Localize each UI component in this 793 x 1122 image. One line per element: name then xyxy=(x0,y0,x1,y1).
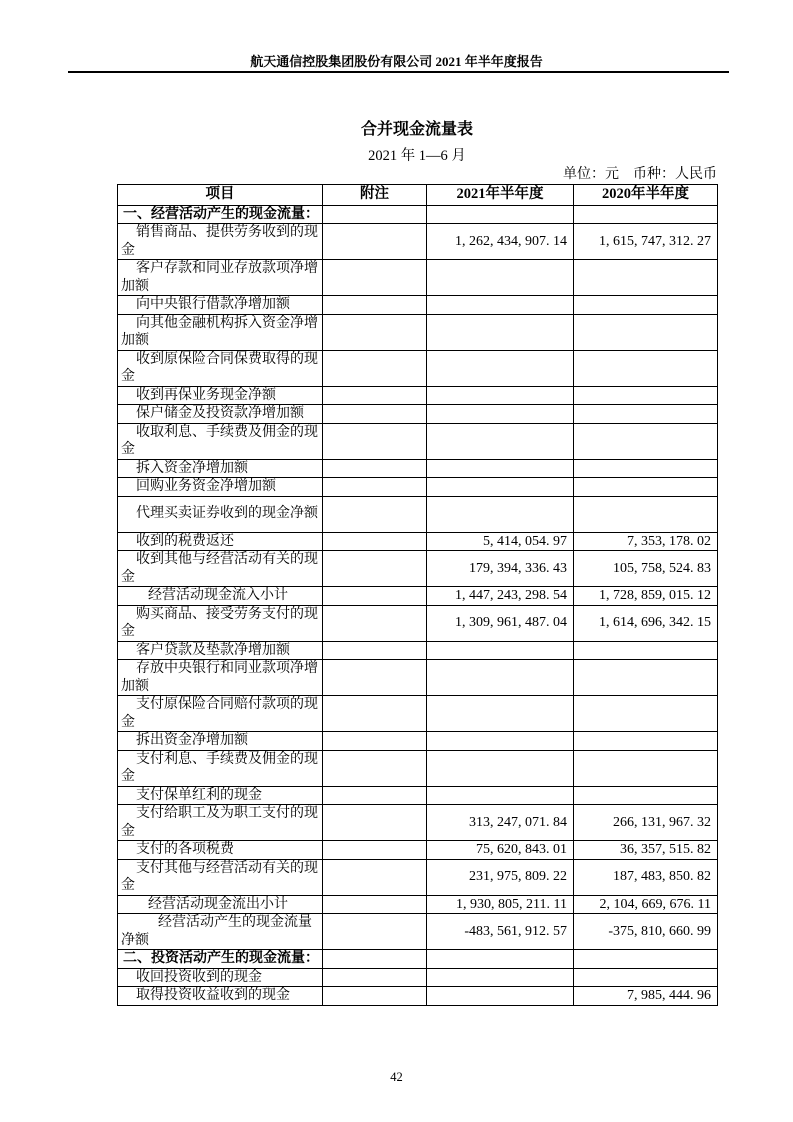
table-row xyxy=(118,260,718,296)
row-item-label: 向其他金融机构拆入资金净增加额 xyxy=(118,314,323,350)
row-item-label: 拆出资金净增加额 xyxy=(118,732,323,751)
page-number: 42 xyxy=(390,1070,403,1084)
row-note xyxy=(323,405,427,424)
table-row xyxy=(118,496,718,532)
row-note xyxy=(323,224,427,260)
table-row xyxy=(118,805,718,841)
row-note xyxy=(323,786,427,805)
row-value-2020: 2, 104, 669, 676. 11 xyxy=(574,895,718,914)
row-value-2020 xyxy=(574,350,718,386)
column-header-item: 项目 xyxy=(118,185,323,206)
row-item-label: 经营活动现金流出小计 xyxy=(118,895,323,914)
row-value-2020: 105, 758, 524. 83 xyxy=(574,551,718,587)
row-item-label: 收取利息、手续费及佣金的现金 xyxy=(118,423,323,459)
row-value-2021: 1, 930, 805, 211. 11 xyxy=(427,895,574,914)
row-note xyxy=(323,805,427,841)
table-header-row xyxy=(118,185,718,206)
row-item-label: 取得投资收益收到的现金 xyxy=(118,987,323,1006)
row-item-label: 回购业务资金净增加额 xyxy=(118,478,323,497)
row-value-2020 xyxy=(574,660,718,696)
row-value-2020: 1, 728, 859, 015. 12 xyxy=(574,587,718,606)
row-value-2021 xyxy=(427,423,574,459)
row-value-2021 xyxy=(427,478,574,497)
table-row xyxy=(118,350,718,386)
row-item-label: 收到的税费返还 xyxy=(118,532,323,551)
table-row xyxy=(118,314,718,350)
row-value-2020: 36, 357, 515. 82 xyxy=(574,841,718,860)
row-item-label: 拆入资金净增加额 xyxy=(118,459,323,478)
header-rule xyxy=(68,71,729,73)
row-value-2021: 75, 620, 843. 01 xyxy=(427,841,574,860)
row-value-2021 xyxy=(427,496,574,532)
row-value-2021: 231, 975, 809. 22 xyxy=(427,859,574,895)
table-row xyxy=(118,205,718,224)
document-header: 航天通信控股集团股份有限公司 2021 年半年度报告 xyxy=(250,54,543,69)
row-value-2020 xyxy=(574,968,718,987)
statement-title: 合并现金流量表 xyxy=(360,121,473,138)
row-value-2021 xyxy=(427,750,574,786)
row-item-label: 二、投资活动产生的现金流量： xyxy=(118,950,323,969)
row-item-label: 收到其他与经营活动有关的现金 xyxy=(118,551,323,587)
row-note xyxy=(323,260,427,296)
row-value-2021 xyxy=(427,968,574,987)
statement-period: 2021 年 1—6 月 xyxy=(368,148,466,164)
row-note xyxy=(323,641,427,660)
unit-currency-note: 单位：元 币种：人民币 xyxy=(563,167,717,182)
row-note xyxy=(323,386,427,405)
row-note xyxy=(323,587,427,606)
row-value-2020 xyxy=(574,423,718,459)
row-value-2021 xyxy=(427,296,574,315)
row-item-label: 保户储金及投资款净增加额 xyxy=(118,405,323,424)
row-item-label: 支付原保险合同赔付款项的现金 xyxy=(118,696,323,732)
row-note xyxy=(323,859,427,895)
table-row xyxy=(118,914,718,950)
row-value-2021 xyxy=(427,405,574,424)
table-row xyxy=(118,950,718,969)
row-value-2020 xyxy=(574,750,718,786)
row-value-2021: 179, 394, 336. 43 xyxy=(427,551,574,587)
row-note xyxy=(323,551,427,587)
row-note xyxy=(323,423,427,459)
row-value-2020 xyxy=(574,950,718,969)
row-note xyxy=(323,350,427,386)
row-item-label: 一、经营活动产生的现金流量： xyxy=(118,205,323,224)
row-value-2021 xyxy=(427,641,574,660)
row-item-label: 支付其他与经营活动有关的现金 xyxy=(118,859,323,895)
row-value-2021 xyxy=(427,786,574,805)
row-item-label: 经营活动现金流入小计 xyxy=(118,587,323,606)
row-value-2020 xyxy=(574,205,718,224)
row-item-label: 收到原保险合同保费取得的现金 xyxy=(118,350,323,386)
row-value-2021: 1, 447, 243, 298. 54 xyxy=(427,587,574,606)
table-row xyxy=(118,605,718,641)
row-value-2021 xyxy=(427,260,574,296)
row-item-label: 收回投资收到的现金 xyxy=(118,968,323,987)
table-row xyxy=(118,732,718,751)
row-item-label: 支付给职工及为职工支付的现金 xyxy=(118,805,323,841)
row-value-2021 xyxy=(427,314,574,350)
row-value-2020 xyxy=(574,696,718,732)
table-row xyxy=(118,423,718,459)
row-item-label: 支付的各项税费 xyxy=(118,841,323,860)
column-header-note: 附注 xyxy=(323,185,427,206)
table-row xyxy=(118,478,718,497)
table-row xyxy=(118,551,718,587)
row-value-2020 xyxy=(574,496,718,532)
row-note xyxy=(323,950,427,969)
row-note xyxy=(323,296,427,315)
row-item-label: 购买商品、接受劳务支付的现金 xyxy=(118,605,323,641)
row-note xyxy=(323,459,427,478)
table-row xyxy=(118,841,718,860)
row-value-2020 xyxy=(574,786,718,805)
row-value-2021 xyxy=(427,987,574,1006)
table-row xyxy=(118,750,718,786)
table-row xyxy=(118,859,718,895)
row-value-2020 xyxy=(574,405,718,424)
row-note xyxy=(323,496,427,532)
row-value-2020 xyxy=(574,459,718,478)
row-item-label: 客户贷款及垫款净增加额 xyxy=(118,641,323,660)
row-item-label: 经营活动产生的现金流量净额 xyxy=(118,914,323,950)
row-value-2020 xyxy=(574,314,718,350)
row-note xyxy=(323,314,427,350)
row-value-2020: 1, 615, 747, 312. 27 xyxy=(574,224,718,260)
row-value-2021: -483, 561, 912. 57 xyxy=(427,914,574,950)
table-row xyxy=(118,587,718,606)
row-value-2021 xyxy=(427,350,574,386)
row-note xyxy=(323,478,427,497)
row-note xyxy=(323,968,427,987)
row-item-label: 客户存款和同业存放款项净增加额 xyxy=(118,260,323,296)
row-value-2021: 5, 414, 054. 97 xyxy=(427,532,574,551)
row-note xyxy=(323,841,427,860)
row-item-label: 向中央银行借款净增加额 xyxy=(118,296,323,315)
row-value-2021 xyxy=(427,205,574,224)
row-value-2020: -375, 810, 660. 99 xyxy=(574,914,718,950)
row-value-2020 xyxy=(574,732,718,751)
column-header-2020: 2020年半年度 xyxy=(574,185,718,206)
row-note xyxy=(323,895,427,914)
row-value-2021 xyxy=(427,696,574,732)
table-row xyxy=(118,786,718,805)
table-row xyxy=(118,641,718,660)
row-value-2021 xyxy=(427,386,574,405)
row-note xyxy=(323,532,427,551)
table-row xyxy=(118,696,718,732)
row-item-label: 支付保单红利的现金 xyxy=(118,786,323,805)
row-value-2020: 7, 985, 444. 96 xyxy=(574,987,718,1006)
row-item-label: 支付利息、手续费及佣金的现金 xyxy=(118,750,323,786)
row-value-2020 xyxy=(574,296,718,315)
table-row xyxy=(118,386,718,405)
table-row xyxy=(118,224,718,260)
row-value-2020 xyxy=(574,478,718,497)
row-value-2020 xyxy=(574,386,718,405)
row-value-2021: 1, 309, 961, 487. 04 xyxy=(427,605,574,641)
table-row xyxy=(118,895,718,914)
row-value-2021 xyxy=(427,732,574,751)
row-item-label: 收到再保业务现金净额 xyxy=(118,386,323,405)
row-value-2020: 1, 614, 696, 342. 15 xyxy=(574,605,718,641)
table-row xyxy=(118,968,718,987)
row-value-2021 xyxy=(427,950,574,969)
table-row xyxy=(118,459,718,478)
row-value-2021: 1, 262, 434, 907. 14 xyxy=(427,224,574,260)
row-value-2020: 7, 353, 178. 02 xyxy=(574,532,718,551)
row-note xyxy=(323,987,427,1006)
row-note xyxy=(323,914,427,950)
row-value-2020 xyxy=(574,641,718,660)
table-row xyxy=(118,660,718,696)
table-row xyxy=(118,405,718,424)
row-item-label: 存放中央银行和同业款项净增加额 xyxy=(118,660,323,696)
row-value-2020: 187, 483, 850. 82 xyxy=(574,859,718,895)
row-value-2020 xyxy=(574,260,718,296)
row-note xyxy=(323,732,427,751)
table-row xyxy=(118,296,718,315)
row-item-label: 代理买卖证券收到的现金净额 xyxy=(118,496,323,532)
row-value-2021 xyxy=(427,660,574,696)
row-note xyxy=(323,660,427,696)
row-item-label: 销售商品、提供劳务收到的现金 xyxy=(118,224,323,260)
row-value-2021: 313, 247, 071. 84 xyxy=(427,805,574,841)
column-header-2021: 2021年半年度 xyxy=(427,185,574,206)
table-row xyxy=(118,532,718,551)
table-row xyxy=(118,987,718,1006)
row-note xyxy=(323,605,427,641)
row-value-2021 xyxy=(427,459,574,478)
row-value-2020: 266, 131, 967. 32 xyxy=(574,805,718,841)
cash-flow-table xyxy=(117,184,718,1006)
row-note xyxy=(323,696,427,732)
row-note xyxy=(323,750,427,786)
row-note xyxy=(323,205,427,224)
